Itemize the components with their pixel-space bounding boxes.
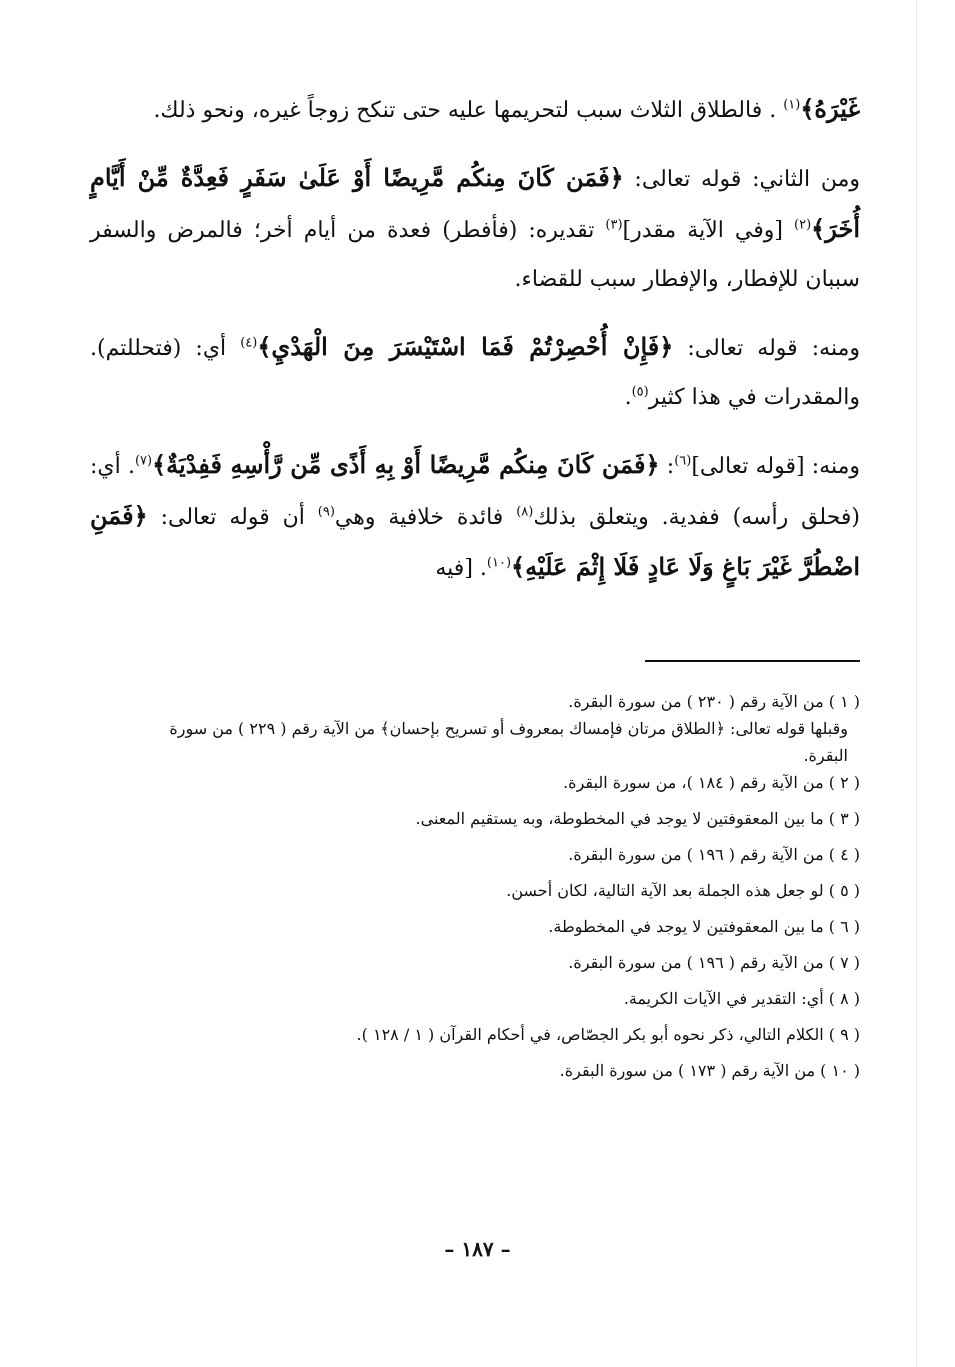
body-text-segment: أي: (فتحللتم). والمقدرات في هذا كثير [90, 336, 860, 410]
quran-verse: غَيْرَهُ﴾ [800, 94, 860, 123]
body-text-segment: ومنه: قوله تعالى: [673, 336, 860, 361]
body-paragraph [90, 153, 860, 304]
quran-verse: ﴿فَمَنِ اضْطُرَّ غَيْرَ بَاغٍ وَلَا عَادٍ فَلَا إِثْمَ عَلَيْهِ﴾ [90, 501, 860, 581]
body-text-segment: . [624, 385, 632, 410]
quran-verse: ﴿فَإِنْ أُحْصِرْتُمْ فَمَا اسْتَيْسَرَ مِنَ الْهَدْيِ﴾ [257, 332, 674, 361]
footnote-reference: (٣) [605, 217, 623, 233]
body-text-segment: . أي: (فحلق رأسه) ففدية. ويتعلق بذلك [90, 454, 861, 530]
footnote: ( ٤ ) من الآية رقم ( ١٩٦ ) من سورة البقرة. [568, 845, 860, 864]
footnote-continuation: وقبلها قوله تعالى: ﴿الطلاق مرتان فإمساك بمعروف أو تسريح بإحسان﴾ من الآية رقم ( ٢٢٩ ) من سورة البقرة. [169, 719, 848, 765]
footnote: ( ٧ ) من الآية رقم ( ١٩٦ ) من سورة البقرة. [568, 953, 860, 972]
body-text-segment: : [659, 454, 675, 479]
footnote: ( ٨ ) أي: التقدير في الآيات الكريمة. [623, 989, 860, 1008]
body-text-segment: أن قوله تعالى: [147, 505, 318, 530]
body-text-segment: ومنه: [قوله تعالى] [691, 454, 861, 479]
footnote-reference: (٦) [674, 453, 692, 469]
footnote-separator [645, 660, 860, 662]
scan-edge-line [916, 0, 917, 1367]
body-text-segment: ومن الثاني: قوله تعالى: [623, 167, 860, 192]
footnote-reference: (١٠) [486, 555, 512, 571]
footnote-reference: (٥) [631, 384, 649, 400]
body-text-segment: [وفي الآية مقدر] [622, 218, 795, 243]
body-paragraph [90, 440, 860, 593]
footnote-reference: (٤) [240, 335, 258, 351]
footnotes-list [120, 688, 860, 1093]
footnote: ( ٥ ) لو جعل هذه الجملة بعد الآية التالية، لكان أحسن. [506, 881, 860, 900]
quran-verse: ﴿فَمَن كَانَ مِنكُم مَّرِيضًا أَوْ بِهِ أَذًى مِّن رَّأْسِهِ فَفِدْيَةٌ﴾ [152, 450, 660, 479]
body-text-segment: فائدة خلافية وهي [334, 505, 517, 530]
body-paragraph [90, 84, 860, 135]
body-paragraph [90, 322, 860, 422]
quran-verse: ﴿فَمَن كَانَ مِنكُم مَّرِيضًا أَوْ عَلَىٰ سَفَرٍ فَعِدَّةٌ مِّنْ أَيَّامٍ أُخَرَ﴾ [90, 163, 860, 243]
footnote: ( ١٠ ) من الآية رقم ( ١٧٣ ) من سورة البقرة. [559, 1061, 860, 1080]
footnote-reference: (٢) [794, 217, 812, 233]
footnote: ( ٢ ) من الآية رقم ( ١٨٤ )، من سورة البقرة. [563, 773, 860, 792]
footnote-reference: (٧) [134, 453, 153, 469]
footnote: ( ٣ ) ما بين المعقوفتين لا يوجد في المخطوطة، وبه يستقيم المعنى. [415, 809, 860, 828]
footnote-reference: (٩) [317, 504, 335, 520]
footnote: ( ١ ) من الآية رقم ( ٢٣٠ ) من سورة البقرة. [568, 692, 860, 711]
page-number: – ١٨٧ – [444, 1237, 511, 1261]
body-text-segment: . [فيه [435, 556, 487, 581]
footnote-reference: (٨) [516, 504, 534, 520]
footnote: ( ٩ ) الكلام التالي، ذكر نحوه أبو بكر الجصّاص، في أحكام القرآن ( ١ / ١٢٨ ). [356, 1025, 860, 1044]
footnote: ( ٦ ) ما بين المعقوفتين لا يوجد في المخطوطة. [548, 917, 860, 936]
main-body-text [90, 84, 860, 611]
body-text-segment: . فالطلاق الثلاث سبب لتحريمها عليه حتى تنكح زوجاً غيره، ونحو ذلك. [153, 98, 784, 123]
body-text-segment: تقديره: (فأفطر) فعدة من أيام أخر؛ فالمرض والسفر سببان للإفطار، والإفطار سبب للقضاء. [90, 218, 860, 292]
footnote-reference: (١) [783, 97, 801, 113]
